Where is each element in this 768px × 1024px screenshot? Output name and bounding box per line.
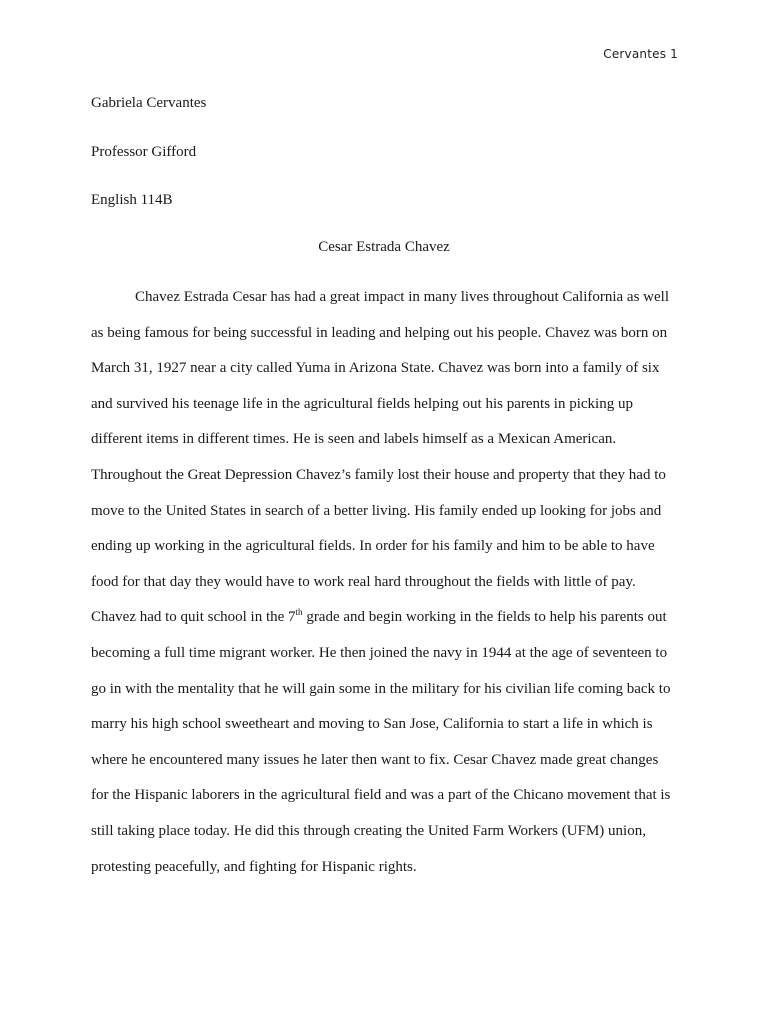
body-line: protesting peacefully, and fighting for Hispanic rights. <box>91 858 417 875</box>
grade-text-before: Chavez had to quit school in the 7 <box>91 609 296 626</box>
professor-name: Professor Gifford <box>91 144 197 160</box>
body-line: Throughout the Great Depression Chavez’s family lost their house and property that they had to <box>91 466 666 483</box>
body-line: where he encountered many issues he later then want to fix. Cesar Chavez made great changes <box>91 751 659 768</box>
ordinal-superscript: th <box>295 607 303 618</box>
author-name: Gabriela Cervantes <box>91 95 207 111</box>
body-line: Chavez Estrada Cesar has had a great impact in many lives throughout California as well <box>135 289 670 305</box>
essay-body <box>91 287 691 892</box>
body-line: move to the United States in search of a better living. His family ended up looking for jobs and <box>91 502 662 519</box>
body-line: different items in different times. He is seen and labels himself as a Mexican American. <box>91 431 617 448</box>
body-line: still taking place today. He did this through creating the United Farm Workers (UFM) union, <box>91 822 646 839</box>
body-line: ending up working in the agricultural fields. In order for his family and him to be able to have <box>91 538 655 555</box>
body-line-grade <box>91 607 691 643</box>
body-line: as being famous for being successful in leading and helping out his people. Chavez was born on <box>91 324 668 341</box>
course-name: English 114B <box>91 192 173 208</box>
body-line: marry his high school sweetheart and moving to San Jose, California to start a life in which is <box>91 716 653 733</box>
running-head: Cervantes 1 <box>603 47 678 61</box>
body-line: food for that day they would have to work real hard throughout the fields with little of pay. <box>91 573 636 590</box>
body-line: for the Hispanic laborers in the agricultural field and was a part of the Chicano movement that is <box>91 787 671 804</box>
body-line: go in with the mentality that he will gain some in the military for his civilian life coming back to <box>91 680 671 697</box>
grade-text-after: grade and begin working in the fields to help his parents out <box>302 609 667 626</box>
essay-title: Cesar Estrada Chavez <box>318 239 450 255</box>
body-line: becoming a full time migrant worker. He then joined the navy in 1944 at the age of seventeen to <box>91 644 668 661</box>
body-line: and survived his teenage life in the agricultural fields helping out his parents in picking up <box>91 395 633 412</box>
body-line: March 31, 1927 near a city called Yuma in Arizona State. Chavez was born into a family of six <box>91 360 660 377</box>
